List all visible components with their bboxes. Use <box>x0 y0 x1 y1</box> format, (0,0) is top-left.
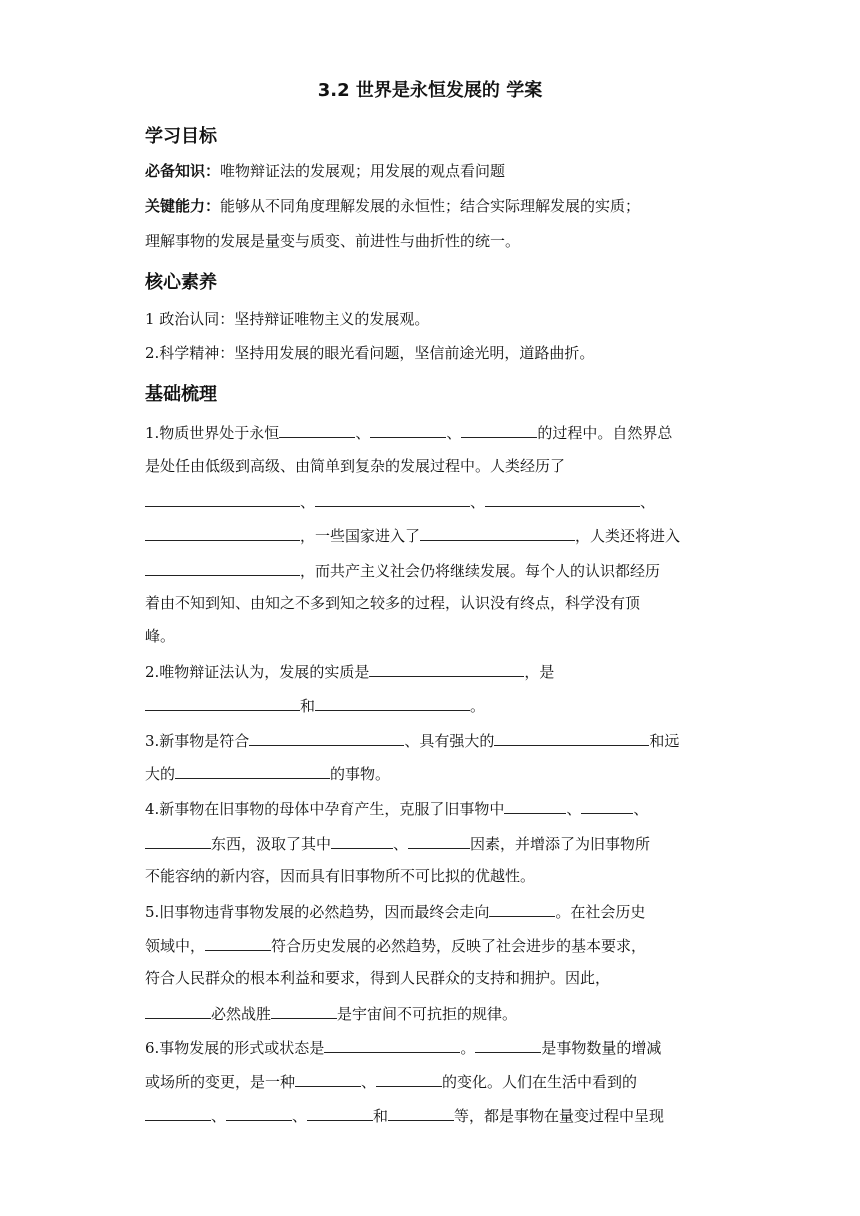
fill-blank[interactable] <box>494 729 649 746</box>
q2-text-b: ，是 <box>524 663 555 681</box>
q4-text-d: 东西，汲取了其中 <box>211 835 332 853</box>
goals-heading: 学习目标 <box>145 126 217 147</box>
fill-blank[interactable] <box>307 1104 373 1121</box>
q2-line-1 <box>145 660 720 682</box>
q6-text-h: 、 <box>292 1107 308 1125</box>
fill-blank[interactable] <box>145 490 300 507</box>
fill-blank[interactable] <box>489 900 555 917</box>
fill-blank[interactable] <box>581 797 633 814</box>
q4-text-a: 4.新事物在旧事物的母体中孕育产生，克服了旧事物中 <box>145 800 505 818</box>
knowledge-label: 必备知识： <box>145 162 221 180</box>
q1-text-a: 1.物质世界处于永恒 <box>145 424 280 442</box>
q5-line-3: 符合人民群众的根本利益和要求，得到人民群众的支持和拥护。因此， <box>145 969 611 987</box>
q5-text-f: 必然战胜 <box>211 1005 272 1023</box>
q1-line-1 <box>145 421 720 443</box>
fill-blank[interactable] <box>461 421 537 438</box>
q3-text-c: 和远 <box>649 732 680 750</box>
fill-blank[interactable] <box>145 559 300 576</box>
literacy-item-2: 2.科学精神：坚持用发展的眼光看问题，坚信前途光明，道路曲折。 <box>145 344 595 362</box>
ability-line-1 <box>145 196 720 216</box>
q5-text-g: 是宇宙间不可抗拒的规律。 <box>337 1005 518 1023</box>
fill-blank[interactable] <box>420 524 575 541</box>
literacy-item-1: 1 政治认同：坚持辩证唯物主义的发展观。 <box>145 310 430 328</box>
q2-line-2 <box>145 694 720 716</box>
q5-text-a: 5.旧事物违背事物发展的必然趋势，因而最终会走向 <box>145 903 490 921</box>
fill-blank[interactable] <box>370 421 446 438</box>
fill-blank[interactable] <box>145 524 300 541</box>
q1-text-line5: ，而共产主义社会仍将继续发展。每个人的认识都经历 <box>300 562 661 580</box>
ability-label: 关键能力： <box>145 197 221 215</box>
fill-blank[interactable] <box>226 1104 292 1121</box>
q3-line-2 <box>145 762 720 784</box>
page-title: 3.2 世界是永恒发展的 学案 <box>317 80 543 101</box>
q5-line-1 <box>145 900 720 922</box>
q5-line-4 <box>145 1002 720 1024</box>
q1-separator: 、 <box>640 493 656 511</box>
fill-blank[interactable] <box>331 832 393 849</box>
q5-line-2 <box>145 934 720 956</box>
fill-blank[interactable] <box>369 660 524 677</box>
fill-blank[interactable] <box>324 1036 460 1053</box>
q1-line-4 <box>145 524 720 546</box>
fill-blank[interactable] <box>145 1104 211 1121</box>
q1-line-3 <box>145 490 720 512</box>
q6-line-3 <box>145 1104 720 1126</box>
ability-line-2: 理解事物的发展是量变与质变、前进性与曲折性的统一。 <box>145 232 521 250</box>
q4-text-f: 因素，并增添了为旧事物所 <box>470 835 651 853</box>
q4-line-2 <box>145 832 720 854</box>
q5-text-b: 。在社会历史 <box>555 903 646 921</box>
q1-text-b: 、 <box>355 424 371 442</box>
q1-separator: 、 <box>470 493 486 511</box>
q3-line-1 <box>145 729 720 751</box>
q1-line-5 <box>145 559 720 581</box>
fill-blank[interactable] <box>315 490 470 507</box>
q1-text-line4b: ，人类还将进入 <box>575 527 681 545</box>
fill-blank[interactable] <box>145 694 300 711</box>
q1-line-7: 峰。 <box>145 627 176 645</box>
fill-blank[interactable] <box>388 1104 454 1121</box>
q2-text-a: 2.唯物辩证法认为，发展的实质是 <box>145 663 370 681</box>
q6-text-c: 是事物数量的增减 <box>541 1039 662 1057</box>
literacy-heading: 核心素养 <box>145 272 217 293</box>
q3-text-d: 大的 <box>145 765 176 783</box>
q4-line-3: 不能容纳的新内容，因而具有旧事物所不可比拟的优越性。 <box>145 867 536 885</box>
fill-blank[interactable] <box>475 1036 541 1053</box>
q4-text-b: 、 <box>566 800 582 818</box>
q5-text-c: 领域中， <box>145 937 206 955</box>
q1-text-line4a: ，一些国家进入了 <box>300 527 421 545</box>
q2-text-c: 和 <box>300 697 316 715</box>
knowledge-line <box>145 161 720 181</box>
q6-text-b: 。 <box>460 1039 476 1057</box>
q6-line-2 <box>145 1070 720 1092</box>
q1-line-2: 是处任由低级到高级、由简单到复杂的发展过程中。人类经历了 <box>145 457 566 475</box>
q4-line-1 <box>145 797 720 819</box>
fill-blank[interactable] <box>376 1070 442 1087</box>
ability-text-1: 能够从不同角度理解发展的永恒性；结合实际理解发展的实质； <box>220 197 641 215</box>
q2-text-d: 。 <box>470 697 486 715</box>
fill-blank[interactable] <box>271 1002 337 1019</box>
fill-blank[interactable] <box>295 1070 361 1087</box>
fill-blank[interactable] <box>205 934 271 951</box>
q3-text-a: 3.新事物是符合 <box>145 732 250 750</box>
q4-text-e: 、 <box>393 835 409 853</box>
q6-line-1 <box>145 1036 720 1058</box>
fill-blank[interactable] <box>249 729 404 746</box>
knowledge-text: 唯物辩证法的发展观；用发展的观点看问题 <box>220 162 506 180</box>
q4-text-c: 、 <box>633 800 649 818</box>
fill-blank[interactable] <box>145 832 211 849</box>
basics-heading: 基础梳理 <box>145 384 217 405</box>
fill-blank[interactable] <box>145 1002 211 1019</box>
fill-blank[interactable] <box>175 762 330 779</box>
q3-text-b: 、具有强大的 <box>404 732 495 750</box>
fill-blank[interactable] <box>408 832 470 849</box>
q6-text-a: 6.事物发展的形式或状态是 <box>145 1039 325 1057</box>
fill-blank[interactable] <box>279 421 355 438</box>
fill-blank[interactable] <box>315 694 470 711</box>
fill-blank[interactable] <box>504 797 566 814</box>
q1-line-6: 着由不知到知、由知之不多到知之较多的过程，认识没有终点，科学没有顶 <box>145 594 641 612</box>
q6-text-i: 和 <box>373 1107 389 1125</box>
fill-blank[interactable] <box>485 490 640 507</box>
q6-text-d: 或场所的变更，是一种 <box>145 1073 296 1091</box>
q6-text-e: 、 <box>361 1073 377 1091</box>
q6-text-f: 的变化。人们在生活中看到的 <box>442 1073 638 1091</box>
q1-separator: 、 <box>300 493 316 511</box>
q3-text-e: 的事物。 <box>330 765 391 783</box>
q6-text-j: 等，都是事物在量变过程中呈现 <box>454 1107 665 1125</box>
q1-text-c: 、 <box>446 424 462 442</box>
q1-text-d: 的过程中。自然界总 <box>537 424 673 442</box>
q5-text-d: 符合历史发展的必然趋势，反映了社会进步的基本要求， <box>271 937 647 955</box>
q6-text-g: 、 <box>211 1107 227 1125</box>
